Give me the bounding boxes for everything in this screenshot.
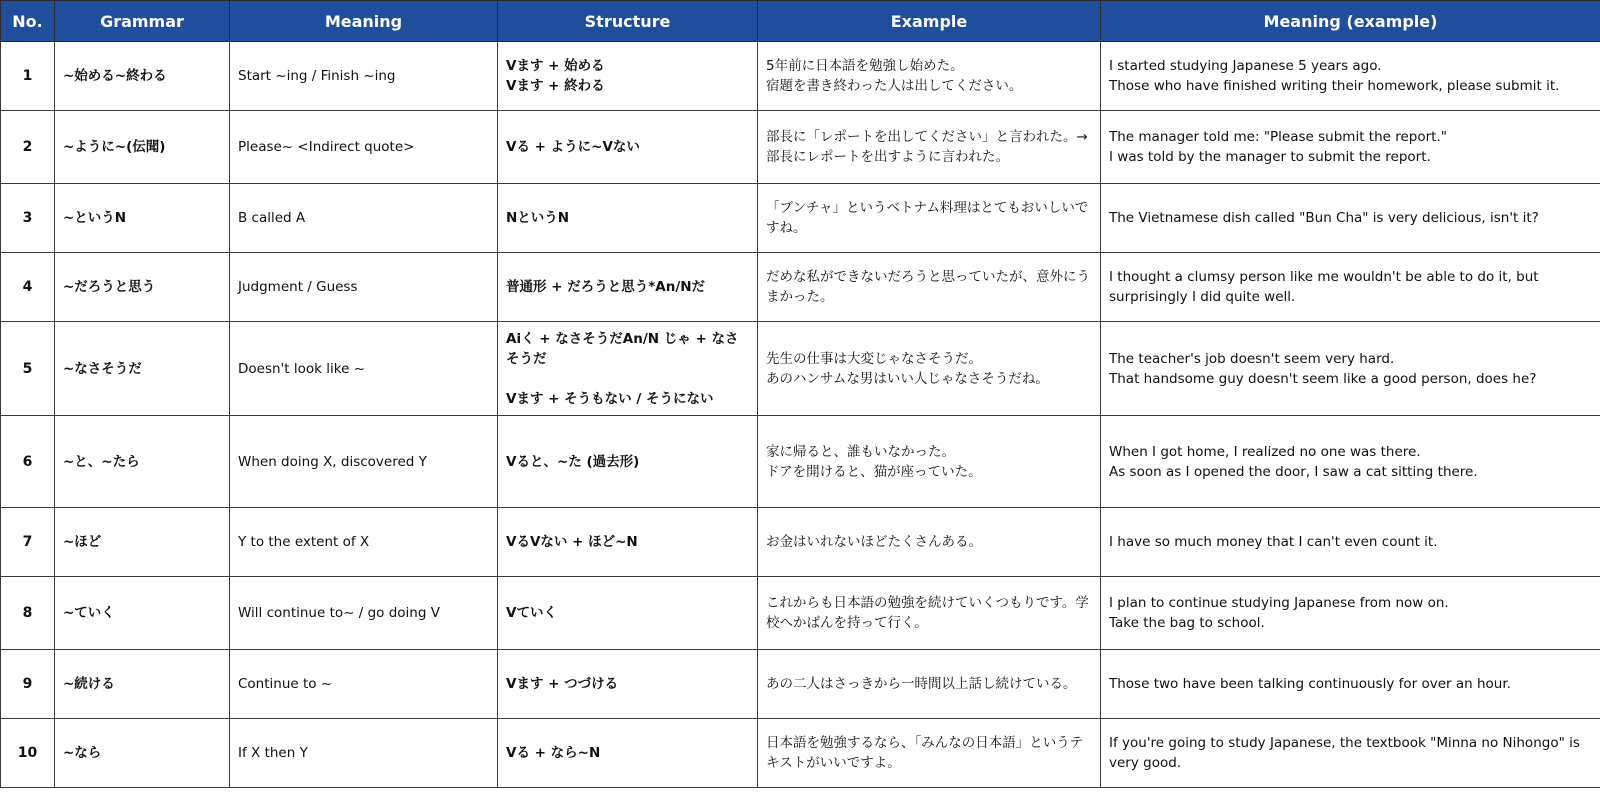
cell-example: [758, 416, 1101, 508]
cell-meaning: Start ~ing / Finish ~ing: [230, 42, 498, 111]
cell-no: 6: [1, 416, 55, 508]
cell-grammar: ~なら: [55, 719, 230, 788]
cell-example: [758, 650, 1101, 719]
cell-meaning: When doing X, discovered Y: [230, 416, 498, 508]
cell-meaning-example-line: As soon as I opened the door, I saw a cat sitting there.: [1109, 463, 1478, 480]
cell-meaning: Judgment / Guess: [230, 253, 498, 322]
cell-structure: [498, 508, 758, 577]
cell-no: 3: [1, 184, 55, 253]
cell-example-line: あの二人はさっきから一時間以上話し続けている。: [766, 676, 1077, 692]
table-row: [1, 719, 1600, 788]
cell-example: [758, 508, 1101, 577]
table-row: [1, 42, 1600, 111]
cell-example-line: 日本語を勉強するなら、「みんなの日本語」というテキストがいいですよ。: [766, 735, 1084, 771]
cell-structure: [498, 184, 758, 253]
cell-example-line: だめな私ができないだろうと思っていたが、意外にうまかった。: [766, 269, 1090, 305]
cell-example: [758, 322, 1101, 416]
cell-meaning-example-line: The manager told me: "Please submit the report.": [1109, 129, 1447, 145]
cell-structure: [498, 577, 758, 650]
cell-no: 10: [1, 719, 55, 788]
cell-no: 1: [1, 42, 55, 111]
cell-meaning-example: [1101, 42, 1600, 111]
cell-example-line: ドアを開けると、猫が座っていた。: [766, 463, 982, 480]
cell-grammar: ~なさそうだ: [55, 322, 230, 416]
cell-structure-line: Vる + ように~Vない: [506, 139, 640, 155]
cell-example: [758, 42, 1101, 111]
cell-meaning-example-line: I was told by the manager to submit the report.: [1109, 149, 1431, 165]
cell-meaning: Continue to ~: [230, 650, 498, 719]
header-meaning: Meaning: [230, 1, 498, 42]
cell-meaning-example: [1101, 111, 1600, 184]
cell-example-line: 先生の仕事は大変じゃなさそうだ。: [766, 350, 982, 367]
cell-structure: [498, 719, 758, 788]
table-header: [1, 1, 1600, 42]
cell-grammar: ~始める~終わる: [55, 42, 230, 111]
cell-example-line: あのハンサムな男はいい人じゃなさそうだね。: [766, 370, 1049, 387]
cell-structure-line: Vる + なら~N: [506, 745, 601, 761]
cell-example: [758, 577, 1101, 650]
table-row: [1, 577, 1600, 650]
cell-example-line: 宿題を書き終わった人は出してください。: [766, 78, 1023, 94]
table-row: [1, 111, 1600, 184]
cell-no: 8: [1, 577, 55, 650]
cell-meaning-example-line: Those who have finished writing their homework, please submit it.: [1109, 78, 1560, 94]
cell-example-line: 部長に「レポートを出してください」と言われた。→部長にレポートを出すように言われた。: [766, 129, 1088, 165]
cell-structure: [498, 111, 758, 184]
cell-meaning-example-line: I thought a clumsy person like me wouldn't be able to do it, but surprisingly I did quite well.: [1109, 269, 1539, 305]
cell-meaning-example-line: If you're going to study Japanese, the textbook "Minna no Nihongo" is very good.: [1109, 735, 1580, 771]
header-grammar: Grammar: [55, 1, 230, 42]
cell-meaning: B called A: [230, 184, 498, 253]
cell-meaning-example-line: I started studying Japanese 5 years ago.: [1109, 58, 1382, 74]
cell-meaning-example-line: The teacher's job doesn't seem very hard.: [1109, 350, 1395, 367]
cell-grammar: ~というN: [55, 184, 230, 253]
table-row: [1, 508, 1600, 577]
cell-meaning: Will continue to~ / go doing V: [230, 577, 498, 650]
header-structure: Structure: [498, 1, 758, 42]
table-row: [1, 253, 1600, 322]
cell-grammar: ~と、~たら: [55, 416, 230, 508]
cell-example: [758, 184, 1101, 253]
cell-structure-line: Vます + つづける: [506, 676, 619, 692]
cell-example-line: 「ブンチャ」というベトナム料理はとてもおいしいですね。: [766, 200, 1089, 236]
cell-example: [758, 719, 1101, 788]
cell-meaning-example-line: I have so much money that I can't even count it.: [1109, 534, 1438, 550]
cell-meaning: Y to the extent of X: [230, 508, 498, 577]
cell-meaning-example-line: The Vietnamese dish called "Bun Cha" is very delicious, isn't it?: [1109, 210, 1539, 226]
cell-structure: [498, 416, 758, 508]
table-body: [1, 42, 1600, 788]
cell-structure: [498, 322, 758, 416]
table-row: [1, 322, 1600, 416]
header-meaning-example: Meaning (example): [1101, 1, 1600, 42]
cell-structure-line: NというN: [506, 210, 570, 226]
cell-no: 5: [1, 322, 55, 416]
cell-meaning: Please~ <Indirect quote>: [230, 111, 498, 184]
cell-example-line: お金はいれないほどたくさんある。: [766, 534, 982, 550]
cell-meaning-example-line: I plan to continue studying Japanese from now on.: [1109, 595, 1449, 611]
cell-grammar: ~ていく: [55, 577, 230, 650]
cell-meaning-example-line: Take the bag to school.: [1109, 615, 1265, 631]
cell-example: [758, 111, 1101, 184]
cell-structure-line: Vると、~た (過去形): [506, 453, 640, 470]
cell-meaning: If X then Y: [230, 719, 498, 788]
cell-no: 7: [1, 508, 55, 577]
cell-no: 9: [1, 650, 55, 719]
cell-example-line: これからも日本語の勉強を続けていくつもりです。学校へかばんを持って行く。: [766, 595, 1089, 631]
cell-example-line: 家に帰ると、誰もいなかった。: [766, 443, 955, 460]
cell-no: 2: [1, 111, 55, 184]
cell-example: [758, 253, 1101, 322]
header-no: No.: [1, 1, 55, 42]
cell-structure-line: Vていく: [506, 605, 557, 621]
cell-grammar: ~ように~(伝聞): [55, 111, 230, 184]
cell-meaning-example: [1101, 322, 1600, 416]
cell-structure: [498, 42, 758, 111]
cell-structure-line: VるVない + ほど~N: [506, 534, 638, 550]
cell-structure-line: Vます + そうもない / そうにない: [506, 390, 714, 407]
cell-meaning-example: [1101, 719, 1600, 788]
cell-meaning: Doesn't look like ~: [230, 322, 498, 416]
cell-no: 4: [1, 253, 55, 322]
cell-meaning-example: [1101, 184, 1600, 253]
cell-structure-line: Vます + 終わる: [506, 78, 605, 94]
cell-grammar: ~続ける: [55, 650, 230, 719]
cell-structure: [498, 253, 758, 322]
table-row: [1, 416, 1600, 508]
cell-meaning-example-line: That handsome guy doesn't seem like a good person, does he?: [1109, 370, 1537, 387]
cell-structure-line: Aiく + なさそうだAn/N じゃ + なさそうだ: [506, 330, 739, 367]
table-row: [1, 184, 1600, 253]
cell-meaning-example: [1101, 253, 1600, 322]
cell-meaning-example: [1101, 650, 1600, 719]
cell-grammar: ~だろうと思う: [55, 253, 230, 322]
cell-meaning-example-line: When I got home, I realized no one was there.: [1109, 443, 1421, 460]
cell-meaning-example: [1101, 508, 1600, 577]
header-example: Example: [758, 1, 1101, 42]
cell-structure-line: 普通形 + だろうと思う*An/Nだ: [506, 279, 706, 295]
cell-structure: [498, 650, 758, 719]
cell-meaning-example-line: Those two have been talking continuously for over an hour.: [1109, 676, 1511, 692]
cell-meaning-example: [1101, 416, 1600, 508]
header-row: [1, 1, 1600, 42]
cell-meaning-example: [1101, 577, 1600, 650]
cell-structure-line: Vます + 始める: [506, 58, 605, 74]
cell-structure-line: [506, 369, 749, 389]
cell-grammar: ~ほど: [55, 508, 230, 577]
table-row: [1, 650, 1600, 719]
cell-example-line: 5年前に日本語を勉強し始めた。: [766, 58, 964, 74]
